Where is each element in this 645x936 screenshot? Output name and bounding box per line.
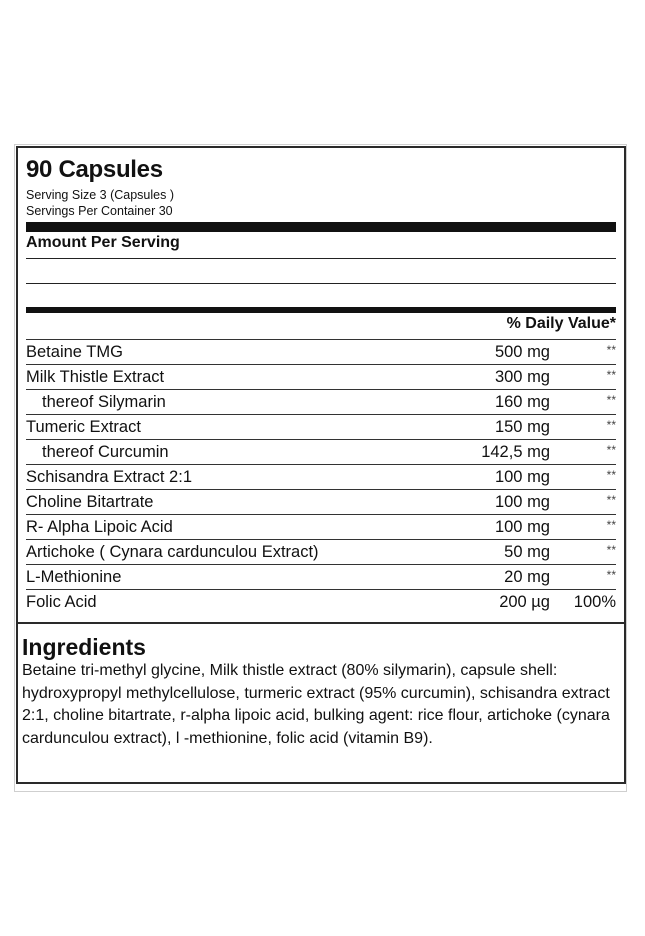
amount-per-serving-heading: Amount Per Serving: [26, 234, 180, 251]
nutrient-name: Milk Thistle Extract: [26, 368, 165, 386]
table-row: [26, 539, 616, 564]
supplement-facts-panel: [16, 146, 626, 784]
section-divider: [18, 622, 624, 624]
ingredients-heading: Ingredients: [22, 634, 146, 660]
nutrient-amount: 50 mg: [504, 543, 550, 561]
nutrient-name: Folic Acid: [26, 593, 97, 611]
nutrient-amount: 100 mg: [494, 493, 550, 511]
nutrient-daily-value: **: [606, 393, 616, 407]
nutrient-table: [26, 339, 616, 614]
nutrient-daily-value: **: [606, 343, 616, 357]
table-row: [26, 564, 616, 589]
nutrient-daily-value: **: [606, 493, 616, 507]
divider: [26, 258, 616, 259]
table-row: [26, 514, 616, 539]
table-row: [26, 364, 616, 389]
servings-per-container: Servings Per Container 30: [26, 204, 173, 218]
nutrient-name: R- Alpha Lipoic Acid: [26, 518, 173, 536]
nutrient-daily-value: **: [606, 443, 616, 457]
nutrient-daily-value: **: [606, 568, 616, 582]
nutrient-name: thereof Curcumin: [42, 443, 169, 461]
panel-title: 90 Capsules: [26, 156, 163, 183]
medium-divider: [26, 307, 616, 313]
nutrient-daily-value: **: [606, 418, 616, 432]
nutrient-name: Artichoke ( Cynara cardunculou Extract): [26, 543, 319, 561]
nutrient-name: Schisandra Extract 2:1: [26, 468, 192, 486]
nutrient-name: thereof Silymarin: [42, 393, 166, 411]
table-row: [26, 589, 616, 614]
nutrient-amount: 100 mg: [494, 518, 550, 536]
table-row: [26, 414, 616, 439]
nutrient-daily-value: **: [606, 468, 616, 482]
thick-divider: [26, 222, 616, 232]
serving-size: Serving Size 3 (Capsules ): [26, 188, 174, 202]
nutrient-daily-value: **: [606, 368, 616, 382]
table-row: [26, 489, 616, 514]
table-row: [26, 439, 616, 464]
table-row: [26, 464, 616, 489]
nutrient-daily-value: **: [606, 518, 616, 532]
table-row: [26, 339, 616, 364]
nutrient-name: Choline Bitartrate: [26, 493, 154, 511]
nutrient-amount: 142,5 mg: [481, 443, 550, 461]
nutrient-amount: 500 mg: [494, 343, 550, 361]
divider: [26, 283, 616, 284]
nutrient-amount: 160 mg: [494, 393, 550, 411]
ingredients-text: Betaine tri-methyl glycine, Milk thistle extract (80% silymarin), capsule shell: hydroxypropyl methylcellulose, turmeric extract (95% curcumin), schisandra extract 2:1, choline bitartrate, r-alpha lipoic acid, bulking agent: rice flour, artichoke (cynara cardunculou extract), l -methionine, folic acid (vitamin B9).: [22, 662, 610, 747]
nutrient-amount: 100 mg: [494, 468, 550, 486]
nutrient-name: L-Methionine: [26, 568, 122, 586]
nutrient-daily-value: **: [606, 543, 616, 557]
table-row: [26, 389, 616, 414]
nutrient-amount: 300 mg: [494, 368, 550, 386]
nutrient-amount: 150 mg: [494, 418, 550, 436]
nutrient-daily-value: 100%: [573, 593, 616, 611]
nutrient-amount: 20 mg: [504, 568, 550, 586]
daily-value-header: % Daily Value*: [506, 315, 616, 332]
nutrient-name: Tumeric Extract: [26, 418, 141, 436]
nutrient-amount: 200 µg: [499, 593, 550, 611]
nutrient-name: Betaine TMG: [26, 343, 123, 361]
